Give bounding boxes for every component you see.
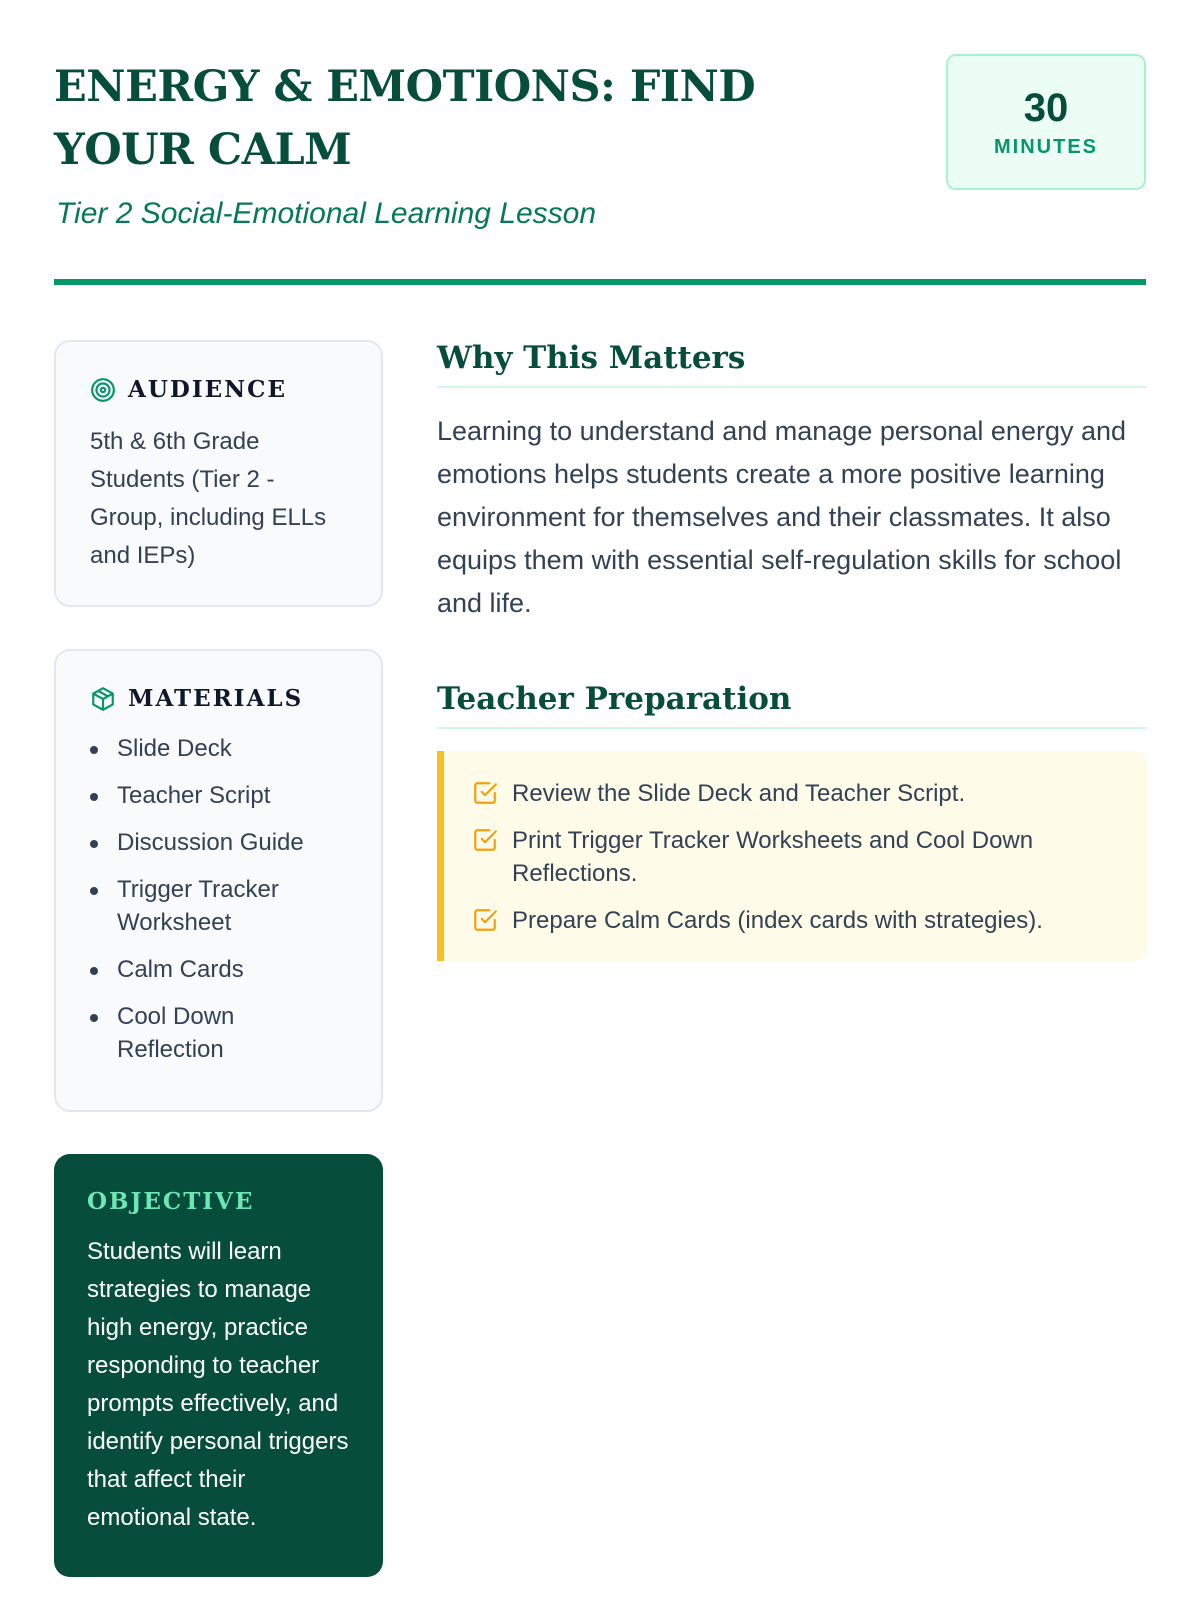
duration-value: 30 — [1023, 86, 1069, 130]
audience-card — [54, 340, 383, 607]
prep-item — [472, 777, 1123, 810]
prep-item — [472, 824, 1123, 890]
material-item: Trigger Tracker Worksheet — [90, 873, 347, 939]
objective-card — [54, 1154, 383, 1577]
prep-title: Teacher Preparation — [437, 681, 1147, 729]
prep-section — [437, 681, 1147, 961]
materials-heading — [90, 685, 347, 712]
duration-badge — [946, 54, 1146, 190]
materials-card — [54, 649, 383, 1112]
materials-title: MATERIALS — [128, 685, 304, 712]
prep-item-text: Print Trigger Tracker Worksheets and Cool Down Reflections. — [512, 827, 1034, 887]
prep-item — [472, 904, 1123, 937]
prep-item-text: Review the Slide Deck and Teacher Script. — [512, 780, 966, 807]
package-icon — [90, 686, 116, 712]
page-subtitle: Tier 2 Social-Emotional Learning Lesson — [56, 197, 597, 230]
objective-text: Students will learn strategies to manage high energy, practice responding to teacher prompts effectively, and identify personal triggers that affect their emotional state. — [87, 1238, 349, 1531]
audience-title: AUDIENCE — [128, 376, 287, 403]
why-section — [437, 340, 1147, 625]
lesson-header — [54, 0, 1146, 288]
materials-list — [90, 732, 347, 1066]
material-item: Slide Deck — [90, 732, 347, 765]
material-item: Cool Down Reflection — [90, 1000, 347, 1066]
material-item: Discussion Guide — [90, 826, 347, 859]
sidebar — [54, 340, 383, 1577]
page-title: ENERGY & EMOTIONS: FIND YOUR CALM — [54, 62, 756, 175]
why-text: Learning to understand and manage personal energy and emotions helps students create a more positive learning environment for themselves and their classmates. It also equips them with essential self-regulation skills for school and life. — [437, 416, 1127, 618]
target-icon — [90, 377, 116, 403]
main-content — [437, 340, 1147, 961]
header-divider — [54, 279, 1146, 285]
material-item: Teacher Script — [90, 779, 347, 812]
prep-item-text: Prepare Calm Cards (index cards with strategies). — [512, 907, 1043, 934]
prep-checklist — [437, 751, 1147, 961]
material-item: Calm Cards — [90, 953, 347, 986]
checkbox-icon — [472, 907, 498, 933]
duration-unit: MINUTES — [994, 136, 1098, 158]
audience-text: 5th & 6th Grade Students (Tier 2 - Group, including ELLs and IEPs) — [90, 428, 327, 569]
checkbox-icon — [472, 780, 498, 806]
why-title: Why This Matters — [437, 340, 1147, 388]
checkbox-icon — [472, 827, 498, 853]
audience-heading — [90, 376, 347, 403]
objective-title: OBJECTIVE — [87, 1188, 255, 1215]
